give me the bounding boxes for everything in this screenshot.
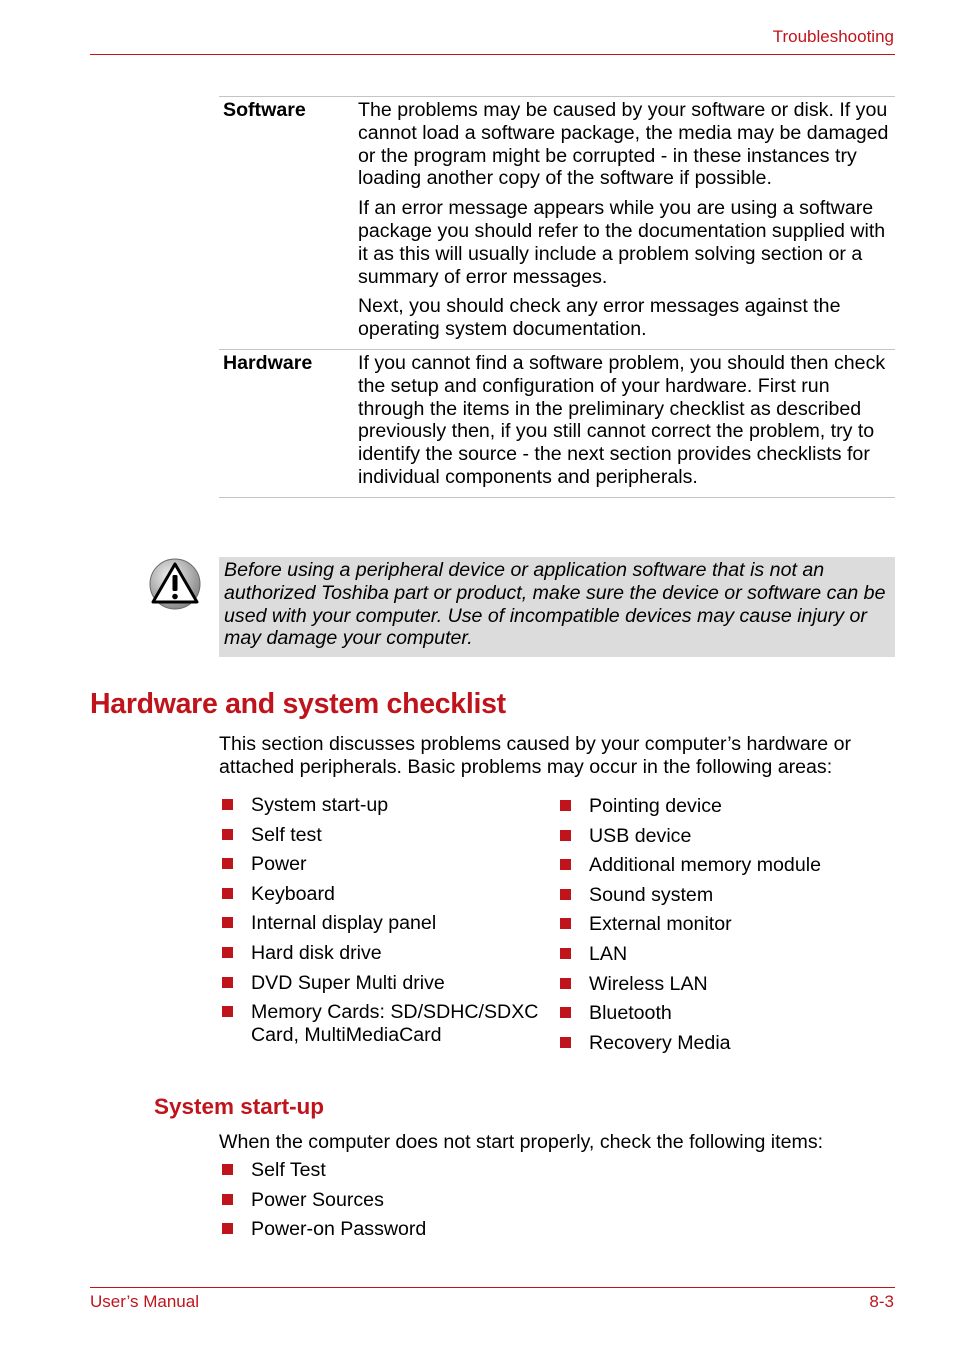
square-bullet-icon <box>222 947 233 958</box>
list-item: Sound system <box>557 884 897 914</box>
square-bullet-icon <box>560 948 571 959</box>
subsection-heading: System start-up <box>154 1094 325 1119</box>
warning-triangle-icon <box>149 558 201 610</box>
list-item: Hard disk drive <box>219 942 559 972</box>
square-bullet-icon <box>560 889 571 900</box>
list-item: Recovery Media <box>557 1032 897 1062</box>
list-item: Additional memory module <box>557 854 897 884</box>
square-bullet-icon <box>222 888 233 899</box>
table-row <box>219 97 895 350</box>
list-item: DVD Super Multi drive <box>219 972 559 1002</box>
footer-page-number: 8-3 <box>869 1292 894 1311</box>
square-bullet-icon <box>222 977 233 988</box>
list-item: Wireless LAN <box>557 973 897 1003</box>
header-section-title: Troubleshooting <box>772 27 894 46</box>
list-item: System start-up <box>219 794 559 824</box>
square-bullet-icon <box>560 800 571 811</box>
header-rule <box>90 54 895 55</box>
square-bullet-icon <box>560 859 571 870</box>
list-item: Pointing device <box>557 795 897 825</box>
square-bullet-icon <box>222 1223 233 1234</box>
table-description <box>358 349 895 497</box>
list-item: External monitor <box>557 913 897 943</box>
warning-note <box>219 557 895 657</box>
square-bullet-icon <box>222 858 233 869</box>
footer-rule <box>90 1287 895 1288</box>
list-item: Power <box>219 853 559 883</box>
list-item: Internal display panel <box>219 912 559 942</box>
square-bullet-icon <box>560 1037 571 1048</box>
list-item: Memory Cards: SD/SDHC/SDXC Card, MultiMediaCard <box>219 1001 559 1053</box>
section-heading: Hardware and system checklist <box>90 688 506 720</box>
table-row <box>219 349 895 497</box>
warning-text: Before using a peripheral device or application software that is not an authorized Toshiba part or product, make sure the device or software can be used with your computer. Use of incompatible devices may cause injury or may damage your computer. <box>224 559 886 650</box>
square-bullet-icon <box>222 829 233 840</box>
list-item: USB device <box>557 825 897 855</box>
table-term: Software <box>223 99 306 121</box>
subsection-intro: When the computer does not start properly, check the following items: <box>219 1131 824 1153</box>
square-bullet-icon <box>222 1164 233 1175</box>
square-bullet-icon <box>560 978 571 989</box>
list-item: Keyboard <box>219 883 559 913</box>
section-intro: This section discusses problems caused by your computer’s hardware or attached peripherals. Basic problems may occur in the following areas: <box>219 733 852 778</box>
square-bullet-icon <box>222 799 233 810</box>
square-bullet-icon <box>222 1194 233 1205</box>
troubleshooting-table <box>219 96 895 498</box>
square-bullet-icon <box>560 830 571 841</box>
square-bullet-icon <box>222 917 233 928</box>
square-bullet-icon <box>560 918 571 929</box>
table-paragraph: The problems may be caused by your software or disk. If you cannot load a software package, the media may be damaged or the program might be corrupted - in these instances try loading another copy of the software if possible. <box>358 99 889 190</box>
list-item: Self test <box>219 824 559 854</box>
list-item: Self Test <box>219 1159 619 1189</box>
table-paragraph: If an error message appears while you are using a software package you should refer to the documentation supplied with it as this will usually include a problem solving section or a summary of error messages. <box>358 197 886 288</box>
list-item: Bluetooth <box>557 1002 897 1032</box>
list-item: LAN <box>557 943 897 973</box>
table-description <box>358 97 895 350</box>
list-item: Power Sources <box>219 1189 619 1219</box>
areas-list-right <box>557 795 897 1061</box>
table-paragraph: Next, you should check any error messages against the operating system documentation. <box>358 295 841 341</box>
startup-items-list <box>219 1159 619 1248</box>
table-term: Hardware <box>223 351 313 374</box>
list-item: Power-on Password <box>219 1218 619 1248</box>
footer-manual-title: User’s Manual <box>90 1292 199 1311</box>
table-paragraph: If you cannot find a software problem, you should then check the setup and configuration of your hardware. First run through the items in the preliminary checklist as described previously then, if you still cannot correct the problem, try to identify the source - the next section provides checklists for individual components and peripherals. <box>358 351 886 488</box>
areas-list-left <box>219 794 559 1053</box>
square-bullet-icon <box>560 1007 571 1018</box>
square-bullet-icon <box>222 1006 233 1017</box>
